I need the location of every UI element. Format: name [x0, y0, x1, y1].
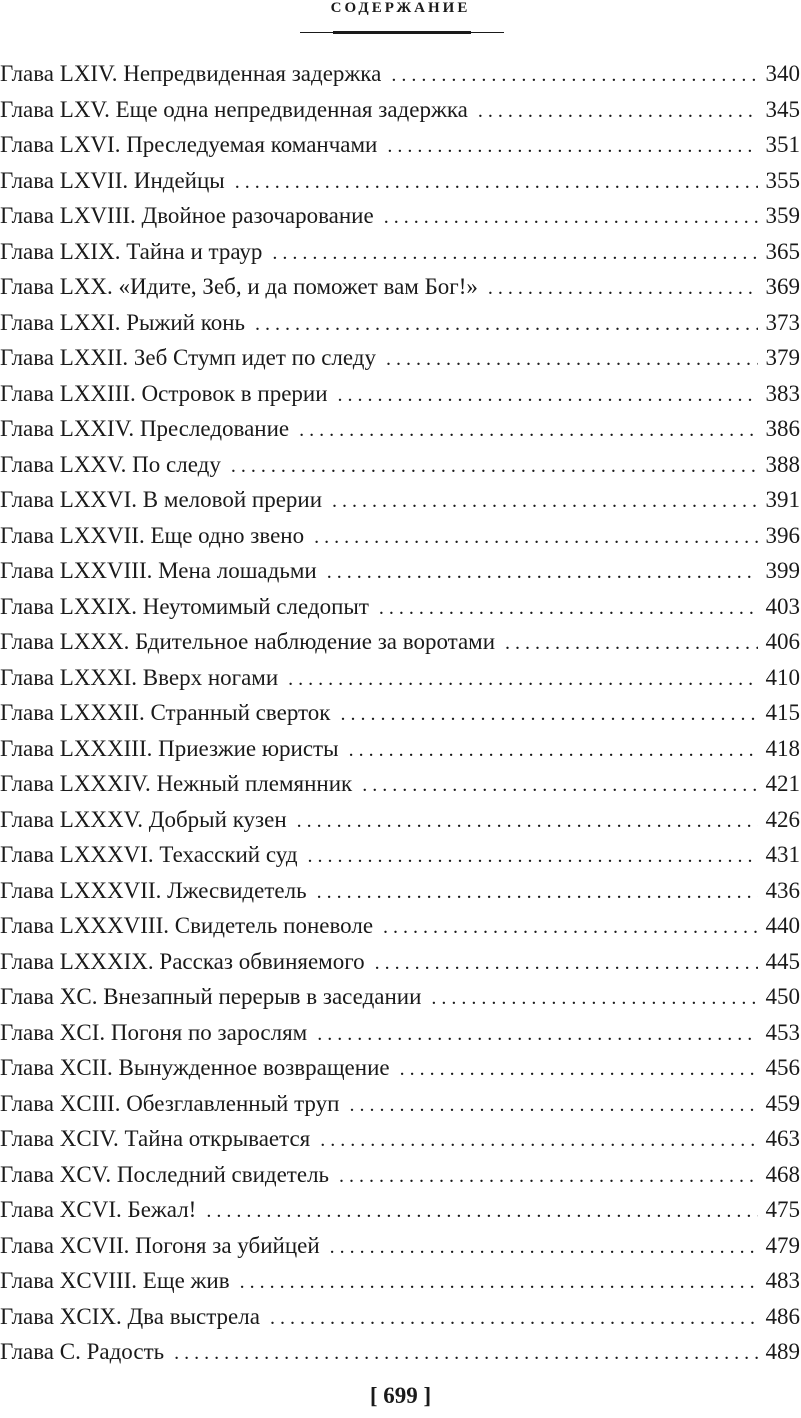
chapter-title: Глава LXXII. Зеб Стумп идет по следу: [0, 345, 377, 370]
toc-entry: [0, 1228, 801, 1264]
toc-entry: [0, 340, 801, 376]
chapter-title: Глава LXXXVII. Лжесвидетель: [0, 877, 307, 903]
toc-entry: [0, 269, 801, 305]
toc-entry: [0, 624, 801, 660]
toc-entry: [0, 908, 801, 944]
toc-entry: [0, 1334, 801, 1370]
chapter-title: Глава LXXXVI. Техасский суд: [0, 842, 298, 867]
dot-leader: [391, 58, 757, 94]
toc-entry: [0, 1192, 801, 1228]
chapter-title: Глава LXVI. Преследуемая команчами: [0, 132, 378, 157]
toc-entry: [0, 1157, 801, 1193]
dot-leader: [231, 449, 758, 485]
chapter-title: Глава LXXX. Бдительное наблюдение за воротами: [0, 629, 496, 654]
dot-leader: [383, 910, 757, 946]
toc-entry: [0, 447, 801, 483]
chapter-title: Глава C. Радость: [0, 1339, 165, 1364]
chapter-title: Глава LXXVI. В меловой прерии: [0, 487, 323, 512]
toc-entry: [0, 731, 801, 767]
chapter-page-number: 436: [765, 877, 800, 903]
chapter-title: Глава LXXVII. Еще одно звено: [0, 522, 305, 548]
section-title: СОДЕРЖАНИЕ: [330, 0, 471, 16]
toc-entry: [0, 553, 801, 589]
dot-leader: [240, 1265, 758, 1301]
chapter-page-number: 479: [765, 1232, 800, 1258]
toc-entry: [0, 198, 801, 234]
chapter-title: Глава LXXXIII. Приезжие юристы: [0, 735, 339, 761]
dot-leader: [327, 555, 758, 591]
header-rule-accent: [333, 31, 471, 34]
chapter-title: Глава LXIV. Непредвиденная задержка: [0, 61, 382, 86]
dot-leader: [174, 1336, 757, 1372]
chapter-page-number: 351: [765, 132, 800, 157]
chapter-page-number: 359: [765, 203, 800, 228]
dot-leader: [349, 733, 758, 769]
chapter-title: Глава LXXI. Рыжий конь: [0, 309, 246, 335]
chapter-title: Глава LXXV. По следу: [0, 451, 221, 477]
dot-leader: [339, 1159, 757, 1195]
dot-leader: [362, 768, 757, 804]
dot-leader: [272, 236, 757, 272]
chapter-title: Глава LXXVIII. Мена лошадьми: [0, 558, 317, 583]
dot-leader: [349, 1088, 757, 1124]
chapter-page-number: 489: [765, 1339, 800, 1364]
chapter-title: Глава XCV. Последний свидетель: [0, 1161, 330, 1187]
dot-leader: [384, 200, 758, 236]
chapter-title: Глава XCVII. Погоня за убийцей: [0, 1232, 320, 1258]
chapter-title: Глава XCIII. Обезглавленный труп: [0, 1090, 340, 1116]
toc-entry: [0, 56, 801, 92]
chapter-title: Глава LXXXVIII. Свидетель поневоле: [0, 913, 374, 938]
dot-leader: [375, 946, 758, 982]
dot-leader: [317, 875, 758, 911]
chapter-page-number: 365: [765, 238, 800, 264]
chapter-page-number: 345: [765, 96, 800, 122]
chapter-page-number: 450: [765, 984, 800, 1009]
chapter-page-number: 391: [765, 487, 800, 512]
toc-entry: [0, 766, 801, 802]
chapter-title: Глава LXIX. Тайна и траур: [0, 238, 263, 264]
table-of-contents: [0, 56, 801, 1370]
chapter-title: Глава LXX. «Идите, Зеб, и да поможет вам Бог!»: [0, 274, 478, 299]
chapter-title: Глава LXXIV. Преследование: [0, 416, 290, 441]
toc-entry: [0, 873, 801, 909]
dot-leader: [330, 1230, 758, 1266]
chapter-page-number: 445: [765, 948, 800, 974]
chapter-title: Глава XCII. Вынужденное возвращение: [0, 1055, 390, 1080]
chapter-page-number: 475: [765, 1197, 800, 1222]
dot-leader: [379, 591, 758, 627]
toc-entry: [0, 1121, 801, 1157]
chapter-page-number: 406: [765, 629, 800, 654]
toc-entry: [0, 1050, 801, 1086]
chapter-title: Глава XC. Внезапный перерыв в заседании: [0, 984, 422, 1009]
chapter-title: Глава LXVIII. Двойное разочарование: [0, 203, 374, 228]
chapter-page-number: 379: [765, 345, 800, 370]
dot-leader: [308, 839, 758, 875]
toc-entry: [0, 127, 801, 163]
dot-leader: [314, 520, 757, 556]
chapter-title: Глава XCVI. Бежал!: [0, 1197, 197, 1222]
dot-leader: [332, 484, 757, 520]
chapter-page-number: 399: [765, 558, 800, 583]
chapter-title: Глава LXXIX. Неутомимый следопыт: [0, 593, 369, 619]
dot-leader: [299, 413, 757, 449]
page-header: [0, 0, 801, 16]
toc-entry: [0, 1263, 801, 1299]
dot-leader: [338, 378, 758, 414]
toc-entry: [0, 305, 801, 341]
dot-leader: [505, 626, 757, 662]
chapter-page-number: 486: [765, 1303, 800, 1329]
dot-leader: [206, 1194, 757, 1230]
dot-leader: [478, 94, 758, 130]
toc-entry: [0, 411, 801, 447]
toc-entry: [0, 979, 801, 1015]
chapter-page-number: 456: [765, 1055, 800, 1080]
chapter-title: Глава LXXIII. Островок в прерии: [0, 380, 328, 406]
chapter-title: Глава XCIX. Два выстрела: [0, 1303, 260, 1329]
toc-entry: [0, 589, 801, 625]
chapter-page-number: 459: [765, 1090, 800, 1116]
toc-entry: [0, 944, 801, 980]
chapter-page-number: 369: [765, 274, 800, 299]
chapter-page-number: 410: [765, 664, 800, 690]
dot-leader: [386, 342, 757, 378]
toc-entry: [0, 518, 801, 554]
chapter-title: Глава LXXXIV. Нежный племянник: [0, 771, 353, 796]
toc-entry: [0, 1086, 801, 1122]
dot-leader: [431, 981, 757, 1017]
chapter-page-number: 386: [765, 416, 800, 441]
chapter-title: Глава LXXXII. Странный сверток: [0, 700, 331, 725]
chapter-title: Глава XCIV. Тайна открывается: [0, 1126, 311, 1151]
chapter-title: Глава XCI. Погоня по зарослям: [0, 1019, 308, 1045]
dot-leader: [488, 271, 758, 307]
toc-entry: [0, 695, 801, 731]
dot-leader: [288, 662, 757, 698]
chapter-page-number: 396: [765, 522, 800, 548]
chapter-title: Глава LXV. Еще одна непредвиденная задержка: [0, 96, 468, 122]
dot-leader: [317, 1017, 757, 1053]
dot-leader: [340, 697, 757, 733]
chapter-title: Глава XCVIII. Еще жив: [0, 1268, 230, 1293]
chapter-page-number: 431: [765, 842, 800, 867]
dot-leader: [255, 307, 757, 343]
chapter-page-number: 426: [765, 806, 800, 832]
dot-leader: [235, 165, 758, 201]
toc-entry: [0, 163, 801, 199]
dot-leader: [270, 1301, 758, 1337]
chapter-page-number: 468: [765, 1161, 800, 1187]
chapter-page-number: 421: [765, 771, 800, 796]
chapter-page-number: 453: [765, 1019, 800, 1045]
dot-leader: [297, 804, 758, 840]
page-number: [ 699 ]: [369, 1383, 432, 1408]
chapter-page-number: 463: [765, 1126, 800, 1151]
chapter-page-number: 373: [765, 309, 800, 335]
chapter-page-number: 340: [765, 61, 800, 86]
toc-entry: [0, 802, 801, 838]
chapter-page-number: 388: [765, 451, 800, 477]
chapter-page-number: 383: [765, 380, 800, 406]
chapter-page-number: 483: [765, 1268, 800, 1293]
chapter-title: Глава LXXXIX. Рассказ обвиняемого: [0, 948, 365, 974]
toc-entry: [0, 1299, 801, 1335]
chapter-title: Глава LXXXV. Добрый кузен: [0, 806, 287, 832]
chapter-page-number: 418: [765, 735, 800, 761]
toc-entry: [0, 234, 801, 270]
toc-entry: [0, 376, 801, 412]
dot-leader: [387, 129, 757, 165]
toc-entry: [0, 837, 801, 873]
toc-entry: [0, 92, 801, 128]
chapter-page-number: 355: [765, 167, 800, 193]
chapter-title: Глава LXXXI. Вверх ногами: [0, 664, 279, 690]
toc-entry: [0, 482, 801, 518]
chapter-page-number: 415: [765, 700, 800, 725]
toc-entry: [0, 660, 801, 696]
dot-leader: [320, 1123, 757, 1159]
chapter-page-number: 403: [765, 593, 800, 619]
dot-leader: [400, 1052, 758, 1088]
chapter-title: Глава LXVII. Индейцы: [0, 167, 225, 193]
chapter-page-number: 440: [765, 913, 800, 938]
toc-entry: [0, 1015, 801, 1051]
